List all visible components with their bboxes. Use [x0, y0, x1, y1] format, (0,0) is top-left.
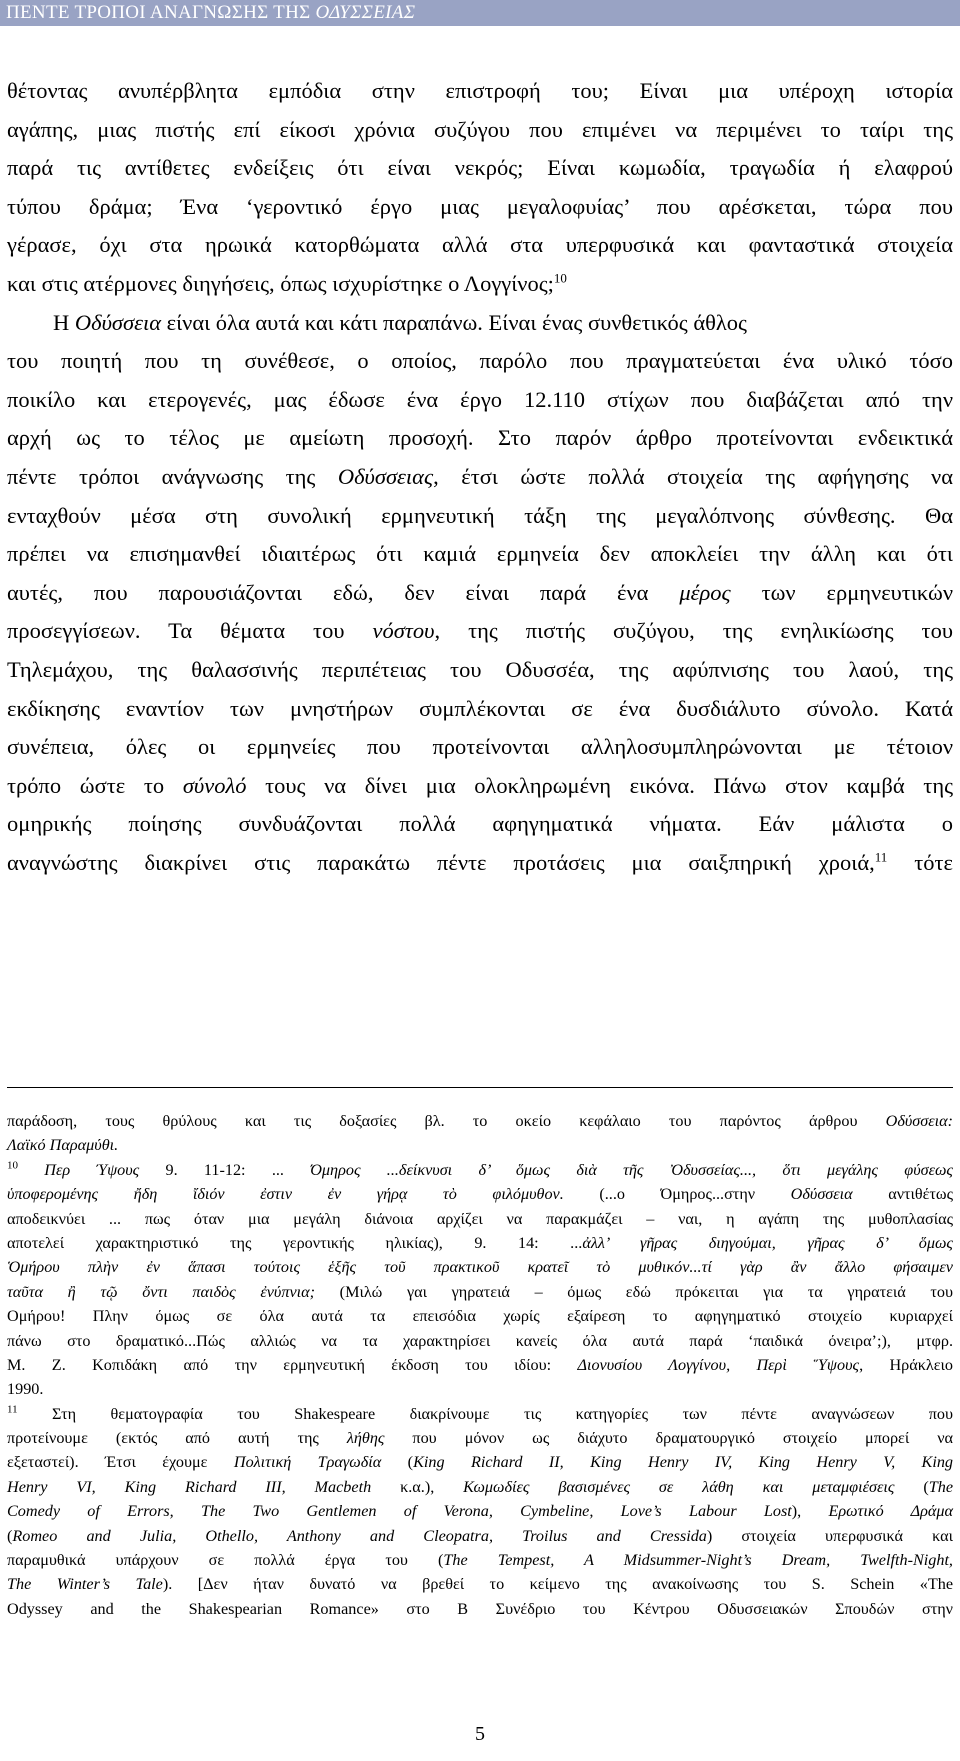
italic-text: μέρος	[679, 579, 731, 605]
text-run: (Μιλώ γαι γηρατειά – όμως εδώ πρόκειται για τα γηρατειά του	[315, 1282, 954, 1301]
body-line	[7, 72, 953, 111]
italic-text: Περ Ύψους	[44, 1160, 140, 1179]
text-run: 1990.	[7, 1380, 44, 1399]
italic-text: Κωμωδίες βασισμένες σε λάθη και μεταμφιέσεις	[463, 1477, 895, 1496]
italic-text: Romeo and Julia, Othello, Anthony and Cleopatra, Troilus and Cressida	[12, 1526, 707, 1545]
text-run: συνέπεια, όλες οι ερμηνείες που προτείνονται αλληλοσυμπληρώνονται με τέτοιον	[7, 734, 953, 760]
text-run: ποικίλο και ετερογενές, μας έδωσε ένα έργο 12.110 στίχων που διαβάζεται από την	[7, 386, 953, 412]
text-run: πέντε τρόποι ανάγνωσης της	[7, 463, 338, 489]
footnote-line	[7, 1207, 953, 1231]
text-run: τύπου δράμα; Ένα ‘γεροντικό έργο μιας μεγαλοφυίας’ που αρέσκεται, τώρα που	[7, 193, 953, 219]
italic-text: λήθης	[346, 1429, 385, 1448]
footnote-line	[7, 1304, 953, 1328]
body-line	[7, 767, 953, 806]
text-run: κ.α.),	[371, 1477, 464, 1496]
text-run: Odyssey and the Shakespearian Romance» στο Β Συνέδριο του Κέντρου Οδυσσειακών Σπουδών στην	[7, 1599, 953, 1618]
text-run: (...ο Όμηρος...στην	[563, 1185, 791, 1204]
body-line	[7, 535, 953, 574]
text-run: τρόπο ώστε το	[7, 772, 183, 798]
body-line	[7, 149, 953, 188]
body-line	[7, 304, 953, 343]
italic-text: ταῦτα ἢ τῷ ὄντι παιδὸς ἐνύπνια;	[7, 1282, 316, 1301]
text-run	[18, 1161, 44, 1179]
text-run: θέτοντας ανυπέρβλητα εμπόδια στην επιστροφή του; Είναι μια υπέροχη ιστορία	[7, 78, 953, 103]
italic-text: Όμηρος ...δείκνυσι δ’ ὅμως διὰ τῆς Ὀδυσσείας..., ὅτι μεγάλης φύσεως	[310, 1160, 954, 1179]
italic-text: Διονυσίου Λογγίνου, Περὶ Ὕψους	[577, 1355, 860, 1374]
footnote-line	[7, 1182, 953, 1206]
footnote-line	[7, 1231, 953, 1255]
text-run: παρά τις αντίθετες ενδείξεις ότι είναι νεκρός; Είναι κωμωδία, τραγωδία ή ελαφρού	[7, 155, 953, 181]
text-run: , Ηράκλειο	[859, 1355, 953, 1374]
text-run: ). [Δεν ήταν δυνατό να βρεθεί το κείμενο της ανακοίνωσης του S. Schein «The	[162, 1575, 953, 1594]
italic-text: The Winter’s Tale	[7, 1575, 163, 1594]
footnote-line	[7, 1548, 953, 1572]
text-run: αποτελεί χαρακτηριστικό της γεροντικής ηλικίας), 9. 14: ...	[7, 1233, 583, 1252]
text-run: γέρασε, όχι στα ηρωικά κατορθώματα αλλά στα υπερφυσικά και φανταστικά στοιχεία	[7, 232, 953, 258]
italic-text: Οδύσσειας	[337, 463, 434, 489]
footnote-line	[7, 1524, 953, 1548]
body-line	[7, 651, 953, 690]
header-title: ΠΕΝΤΕ ΤΡΟΠΟΙ ΑΝΑΓΝΩΣΗΣ ΤΗΣ	[6, 2, 316, 23]
italic-text: Οδύσσεια	[790, 1185, 853, 1204]
body-line	[7, 188, 953, 227]
body-line	[7, 226, 953, 265]
italic-text: King Richard II, King Henry IV, King Henry V, King	[413, 1453, 954, 1472]
footnote-line	[7, 1426, 953, 1450]
italic-text: Ερωτικό Δράμα	[828, 1502, 954, 1521]
main-text	[7, 72, 953, 882]
italic-text: σύνολό	[182, 772, 247, 798]
footnote-marker: 11	[7, 1403, 18, 1416]
text-run: παράδοση, τους θρύλους και τις δοξασίες βλ. το οκείο κεφάλαιο του παρόντος άρθρου	[7, 1112, 886, 1130]
text-run: Στη θεματογραφία του Shakespeare διακρίνουμε τις κατηγορίες των πέντε αναγνώσεων που	[17, 1404, 953, 1423]
body-line	[7, 265, 953, 304]
text-run: αγάπης, μιας πιστής επί είκοσι χρόνια συζύγου που επιμένει να περιμένει το ταίρι της	[7, 116, 953, 142]
footnote-line	[7, 1255, 953, 1279]
text-run: και στις ατέρμονες διηγήσεις, όπως ισχυρίστηκε ο Λογγίνος;	[7, 270, 554, 296]
italic-text: Comedy of Errors, The Two Gentlemen of Verona, Cymbeline, Love’s Labour Lost	[7, 1502, 792, 1521]
body-line	[7, 574, 953, 613]
footnote-line	[7, 1280, 953, 1304]
body-line	[7, 381, 953, 420]
footnotes	[7, 1109, 953, 1621]
italic-text: ἀλλ’ γῆρας διηγούμαι, γῆρας δ’ ὅμως	[582, 1233, 953, 1252]
text-run: , έτσι ώστε πολλά στοιχεία της αφήγησης να	[433, 463, 953, 489]
italic-text: Ὁμήρου πλὴν ἐν ἅπασι τούτοις ἑξῆς τοῦ πρακτικοῦ κρατεῖ τὸ μυθικόν...τί γὰρ ἂν ἄλλο φήσαιμεν	[7, 1258, 953, 1277]
text-run: (	[7, 1526, 13, 1545]
text-run: των ερμηνευτικών	[730, 579, 954, 605]
text-run: Ομήρου! Πλην όμως σε όλα αυτά τα επεισόδια χωρίς εξαίρεση το αφηγηματικό στοιχείο κυριαρχεί	[7, 1307, 953, 1326]
body-line	[7, 342, 953, 381]
footnote-line	[7, 1133, 953, 1157]
text-run: αναγνώστης διακρίνει στις παρακάτω πέντε προτάσεις μια σαιξπηρική χροιά,	[7, 849, 875, 875]
body-line	[7, 458, 953, 497]
text-run: πάνω στο δραματικό...Πώς αλλιώς να τα χαρακτηρίσει κανείς όλα αυτά παρά ‘παιδικά όνειρα’;), μτφρ.	[7, 1331, 953, 1350]
footnote-line	[7, 1572, 953, 1596]
text-run: που μόνον ως διάχυτο δραματουργικό στοιχείο μπορεί να	[384, 1429, 954, 1448]
footnote-line	[7, 1158, 953, 1182]
footnote-line	[7, 1597, 953, 1621]
running-header	[0, 0, 960, 26]
footnote-line	[7, 1475, 953, 1499]
italic-text: Πολιτική Τραγωδία	[233, 1453, 382, 1472]
text-run: ) στοιχεία υπερφυσικά και	[706, 1526, 953, 1545]
text-run: ενταχθούν μέσα στη συνολική ερμηνευτική τάξη της μεγαλόπνοης σύνθεσης. Θα	[7, 502, 953, 528]
footnote-marker: 10	[7, 1159, 18, 1172]
text-run: παραμυθικά υπάρχουν σε πολλά έργα του (	[7, 1551, 444, 1570]
header-title-italic: ΟΔΥΣΣΕΙΑΣ	[315, 2, 416, 23]
italic-text: Henry VI, King Richard III, Macbeth	[7, 1477, 372, 1496]
text-run: προτείνουμε (εκτός από αυτή της	[7, 1429, 347, 1448]
text-run: αποδεικνύει ... πως όταν μια μεγάλη διάνοια αρχίζει να παρακμάζει – ναι, η αγάπη της μυθοπλασίας	[7, 1209, 953, 1228]
body-line	[7, 805, 953, 844]
footnote-line	[7, 1353, 953, 1377]
body-line	[7, 690, 953, 729]
text-run: Τηλεμάχου, της θαλασσινής περιπέτειας του Οδυσσέα, της αφύπνισης του λαού, της	[7, 656, 953, 682]
text-run: εξεταστεί). Έτσι έχουμε	[7, 1453, 234, 1472]
italic-text: The Tempest, A Midsummer-Night’s Dream, Twelfth-Night,	[443, 1551, 953, 1570]
body-line	[7, 111, 953, 150]
text-run: τους να δίνει μια ολοκληρωμένη εικόνα. Πάνω στον καμβά της	[246, 772, 953, 798]
text-run: πρέπει να επισημανθεί ιδιαιτέρως ότι καμιά ερμηνεία δεν αποκλείει την άλλη και ότι	[7, 541, 953, 567]
italic-text: Οδύσσεια:	[885, 1112, 953, 1130]
text-run: του ποιητή που τη συνέθεσε, ο οποίος, παρόλο που πραγματεύεται ένα υλικό τόσο	[7, 348, 953, 374]
text-run: , της πιστής συζύγου, της ενηλικίωσης του	[434, 618, 953, 644]
footnote-marker: 10	[553, 270, 567, 286]
body-line	[7, 497, 953, 536]
footnote-marker: 11	[874, 849, 888, 865]
footnote-line	[7, 1329, 953, 1353]
italic-text: Λαϊκό Παραμύθι.	[7, 1136, 119, 1155]
text-run: (	[381, 1453, 414, 1472]
body-line	[7, 728, 953, 767]
body-line	[7, 844, 953, 883]
body-line	[7, 612, 953, 651]
text-run: είναι όλα αυτά και κάτι παραπάνω. Είναι ένας συνθετικός άθλος	[161, 309, 747, 335]
italic-text: Οδύσσεια	[74, 309, 162, 335]
footnote-line	[7, 1499, 953, 1523]
text-run: αρχή ως το τέλος με αμείωτη προσοχή. Στο παρόν άρθρο προτείνονται ενδεικτικά	[7, 425, 953, 451]
footnote-separator	[7, 1087, 953, 1088]
text-run: Μ. Ζ. Κοπιδάκη από την ερμηνευτική έκδοση του ιδίου:	[7, 1355, 578, 1374]
footnote-line	[7, 1377, 953, 1401]
italic-text: νόστου	[372, 618, 435, 644]
text-run: αντιθέτως	[852, 1185, 953, 1204]
text-run: αυτές, που παρουσιάζονται εδώ, δεν είναι παρά ένα	[7, 579, 680, 605]
text-run: 9. 11-12: ...	[139, 1160, 311, 1179]
text-run: ),	[791, 1502, 829, 1521]
text-run: ομηρικής ποίησης συνδυάζονται πολλά αφηγηματικά νήματα. Εάν μάλιστα ο	[7, 811, 953, 837]
italic-text: ὑποφερομένης ἤδη ἴδιόν ἐστιν ἐν γήρᾳ τὸ φιλόμυθον.	[7, 1185, 564, 1204]
footnote-line	[7, 1109, 953, 1133]
text-run: προσεγγίσεων. Τα θέματα του	[7, 618, 373, 644]
italic-text: The	[928, 1477, 953, 1496]
text-run: Η	[53, 309, 75, 335]
footnote-line	[7, 1450, 953, 1474]
text-run: τότε	[887, 849, 953, 875]
text-run: (	[894, 1477, 929, 1496]
text-run: εκδίκησης εναντίον των μνηστήρων συμπλέκονται σε ένα δυσδιάλυτο σύνολο. Κατά	[7, 695, 953, 721]
footnote-line	[7, 1402, 953, 1426]
page-number: 5	[475, 1723, 485, 1745]
body-line	[7, 419, 953, 458]
